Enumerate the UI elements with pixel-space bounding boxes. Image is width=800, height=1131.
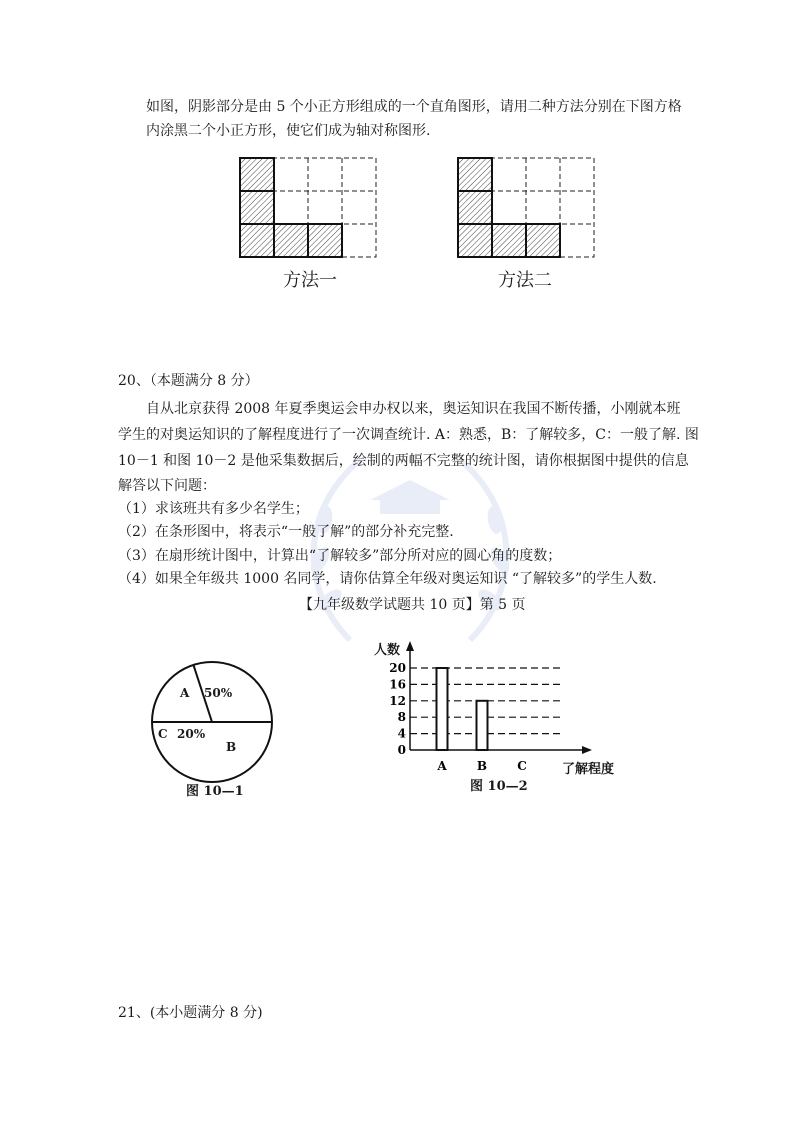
pie-slice-c-label: C	[158, 727, 168, 741]
q20-question-2: （2）在条形图中，将表示“一般了解”的部分补充完整.	[118, 524, 454, 540]
grid-method-2	[448, 150, 618, 260]
q20-para-line-1: 自从北京获得 2008 年夏季奥运会申办权以来，奥运知识在我国不断传播，小刚就本班	[146, 401, 681, 417]
bar-y-tick-label: 0	[397, 743, 406, 757]
q20-para-line-4: 解答以下问题：	[118, 478, 216, 494]
bar-category-label: C	[517, 759, 527, 773]
bar-x-arrow-icon	[582, 746, 592, 754]
pie-slice-b-label: B	[226, 740, 237, 754]
grid-label-method-1: 方法一	[283, 270, 337, 291]
page-footer: 【九年级数学试题共 10 页】第 5 页	[299, 597, 526, 613]
bar-a	[437, 668, 448, 750]
bar-category-label: A	[437, 759, 447, 773]
bar-category-label: B	[476, 759, 488, 773]
intro-line-1: 如图，阴影部分是由 5 个小正方形组成的一个直角图形，请用二种方法分别在下图方格	[146, 99, 682, 115]
bar-y-arrow-icon	[406, 641, 414, 651]
bar-y-tick-label: 12	[389, 693, 406, 708]
pie-caption: 图 10—1	[186, 784, 244, 799]
bar-x-axis-label: 了解程度	[562, 762, 615, 777]
q20-question-3: （3）在扇形统计图中，计算出“了解较多”部分所对应的圆心角的度数；	[118, 548, 562, 564]
pie-slice-a-percent: 50%	[204, 686, 233, 700]
q21-header: 21、(本小题满分 8 分)	[118, 1005, 263, 1021]
q20-para-line-2: 学生的对奥运知识的了解程度进行了一次调查统计. A：熟悉，B：了解较多，C：一般了解. 图	[118, 427, 699, 443]
pie-slice-a-label: A	[180, 686, 190, 700]
q20-question-4: （4）如果全年级共 1000 名同学，请你估算全年级对奥运知识 “了解较多”的学生人数.	[118, 571, 657, 587]
intro-line-2: 内涂黑二个小正方形，使它们成为轴对称图形.	[146, 123, 431, 139]
grid-label-method-2: 方法二	[498, 270, 552, 291]
bar-b	[477, 701, 488, 750]
q20-para-line-3: 10－1 和图 10－2 是他采集数据后，绘制的两幅不完整的统计图，请你根据图中提供的信息	[118, 453, 689, 469]
bar-y-tick-label: 4	[397, 726, 406, 741]
q20-question-1: （1）求该班共有多少名学生；	[118, 501, 309, 517]
pie-chart	[140, 650, 290, 800]
bar-y-tick-label: 16	[389, 677, 406, 692]
bar-y-tick-label: 20	[389, 661, 406, 675]
bar-caption: 图 10—2	[470, 779, 528, 794]
bar-y-axis-label: 人数	[374, 643, 401, 658]
q20-header: 20、（本题满分 8 分）	[118, 373, 259, 389]
bar-y-tick-label: 8	[397, 710, 406, 725]
pie-slice-c-percent: 20%	[177, 727, 206, 741]
grid-method-1	[230, 150, 400, 260]
